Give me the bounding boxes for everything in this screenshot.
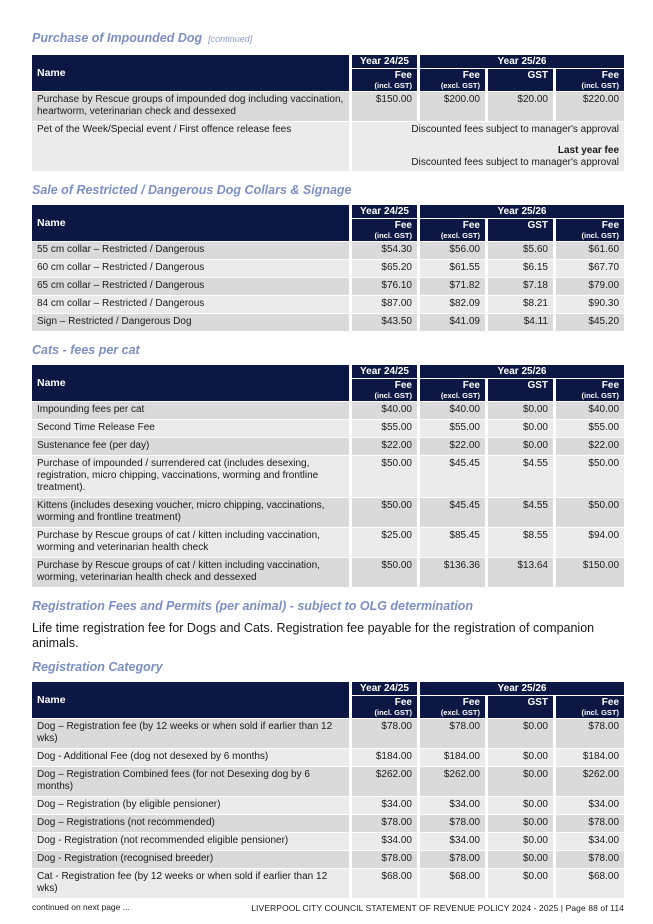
cell-fee-incl: $78.00 bbox=[556, 718, 624, 748]
cell-fee-excl: $55.00 bbox=[420, 419, 488, 437]
col-header-fee-prev-incl bbox=[352, 219, 420, 241]
cell-fee-incl: $50.00 bbox=[556, 497, 624, 527]
cell-name: Purchase by Rescue groups of impounded dog including vaccination, heartworm, veterinarian check and dessexed bbox=[32, 91, 352, 121]
col-header-year-cur: Year 25/26 bbox=[420, 365, 624, 379]
table-row bbox=[32, 295, 624, 313]
cell-name: Kittens (includes desexing voucher, micro chipping, vaccinations, worming and frontline treatment) bbox=[32, 497, 352, 527]
cell-name: Sign – Restricted / Dangerous Dog bbox=[32, 313, 352, 331]
col-header-gst: GST bbox=[488, 219, 556, 241]
cell-fee-excl: $34.00 bbox=[420, 832, 488, 850]
cell-fee-excl: $85.45 bbox=[420, 527, 488, 557]
gst-note: (incl. GST) bbox=[374, 231, 412, 240]
fee-label: Fee bbox=[462, 220, 480, 231]
cell-fee-excl: $136.36 bbox=[420, 557, 488, 587]
fee-label: Fee bbox=[601, 697, 620, 708]
table-row bbox=[32, 241, 624, 259]
cell-fee-prev: $150.00 bbox=[352, 91, 420, 121]
table-row bbox=[32, 401, 624, 419]
col-header-year-prev: Year 24/25 bbox=[352, 205, 420, 219]
fee-label: Fee bbox=[394, 70, 412, 81]
cell-fee-incl: $61.60 bbox=[556, 241, 624, 259]
cell-discount-note bbox=[352, 121, 624, 171]
table-row bbox=[32, 557, 624, 587]
col-header-fee-incl bbox=[556, 69, 624, 91]
col-header-fee-prev-incl bbox=[352, 69, 420, 91]
table-row bbox=[32, 527, 624, 557]
col-header-fee-excl bbox=[420, 69, 488, 91]
table-row bbox=[32, 277, 624, 295]
col-header-fee-incl bbox=[556, 696, 624, 718]
cell-gst: $0.00 bbox=[488, 718, 556, 748]
col-header-year-prev: Year 24/25 bbox=[352, 365, 420, 379]
cell-fee-incl: $90.30 bbox=[556, 295, 624, 313]
cell-fee-incl: $150.00 bbox=[556, 557, 624, 587]
cell-name: 84 cm collar – Restricted / Dangerous bbox=[32, 295, 352, 313]
col-header-gst: GST bbox=[488, 69, 556, 91]
cell-name: Purchase by Rescue groups of cat / kitten including vaccination, worming and veterinarian health check bbox=[32, 527, 352, 557]
registration-intro: Life time registration fee for Dogs and Cats. Registration fee payable for the registration of companion animals. bbox=[32, 621, 595, 650]
col-header-fee-prev-incl bbox=[352, 379, 420, 401]
col-header-fee-excl bbox=[420, 219, 488, 241]
page-content bbox=[32, 0, 624, 898]
table-header bbox=[32, 682, 624, 718]
col-header-year-cur: Year 25/26 bbox=[420, 55, 624, 69]
section-title-cats: Cats - fees per cat bbox=[32, 343, 140, 357]
cell-gst: $8.55 bbox=[488, 527, 556, 557]
cell-fee-prev: $76.10 bbox=[352, 277, 420, 295]
cell-name: Dog - Additional Fee (dog not desexed by 6 months) bbox=[32, 748, 352, 766]
cell-fee-incl: $184.00 bbox=[556, 748, 624, 766]
table-row bbox=[32, 766, 624, 796]
cell-fee-prev: $43.50 bbox=[352, 313, 420, 331]
cell-fee-excl: $45.45 bbox=[420, 497, 488, 527]
fee-label: Fee bbox=[601, 380, 620, 391]
gst-note: (excl. GST) bbox=[440, 708, 480, 717]
cell-fee-incl: $78.00 bbox=[556, 850, 624, 868]
cell-fee-prev: $87.00 bbox=[352, 295, 420, 313]
cell-fee-excl: $71.82 bbox=[420, 277, 488, 295]
fee-label: Fee bbox=[462, 380, 480, 391]
footer-page-info: LIVERPOOL CITY COUNCIL STATEMENT OF REVENUE POLICY 2024 - 2025 | Page 88 of 114 bbox=[251, 903, 624, 913]
table-row bbox=[32, 868, 624, 898]
fee-label: Fee bbox=[601, 70, 620, 81]
cell-name: Second Time Release Fee bbox=[32, 419, 352, 437]
table-row bbox=[32, 748, 624, 766]
cell-fee-prev: $78.00 bbox=[352, 814, 420, 832]
cell-fee-prev: $55.00 bbox=[352, 419, 420, 437]
col-header-gst: GST bbox=[488, 696, 556, 718]
table-header bbox=[32, 55, 624, 91]
table-collars bbox=[32, 205, 624, 331]
col-header-year-prev: Year 24/25 bbox=[352, 55, 420, 69]
gst-note: (incl. GST) bbox=[581, 81, 620, 90]
col-header-gst: GST bbox=[488, 379, 556, 401]
fee-label: Fee bbox=[394, 697, 412, 708]
fee-label: Fee bbox=[462, 70, 480, 81]
gst-note: (excl. GST) bbox=[440, 231, 480, 240]
cell-gst: $0.00 bbox=[488, 419, 556, 437]
table-row bbox=[32, 718, 624, 748]
fee-label: Fee bbox=[601, 220, 620, 231]
discount-note: Discounted fees subject to manager's approval bbox=[411, 124, 620, 135]
cell-gst: $0.00 bbox=[488, 850, 556, 868]
cell-fee-excl: $45.45 bbox=[420, 455, 488, 497]
cell-fee-incl: $40.00 bbox=[556, 401, 624, 419]
col-header-fee-excl bbox=[420, 696, 488, 718]
cell-fee-prev: $262.00 bbox=[352, 766, 420, 796]
cell-name: Purchase of impounded / surrendered cat (includes desexing, registration, micro chipping, vaccinations, worming and frontline treatment). bbox=[32, 455, 352, 497]
cell-fee-prev: $50.00 bbox=[352, 497, 420, 527]
cell-fee-excl: $78.00 bbox=[420, 814, 488, 832]
cell-gst: $6.15 bbox=[488, 259, 556, 277]
gst-note: (excl. GST) bbox=[440, 391, 480, 400]
cell-fee-incl: $22.00 bbox=[556, 437, 624, 455]
cell-fee-excl: $78.00 bbox=[420, 850, 488, 868]
cell-fee-prev: $65.20 bbox=[352, 259, 420, 277]
cell-fee-excl: $40.00 bbox=[420, 401, 488, 419]
cell-name: 65 cm collar – Restricted / Dangerous bbox=[32, 277, 352, 295]
col-header-year-cur: Year 25/26 bbox=[420, 205, 624, 219]
cell-gst: $4.55 bbox=[488, 497, 556, 527]
footer-continued: continued on next page ... bbox=[32, 902, 130, 912]
fee-label: Fee bbox=[462, 697, 480, 708]
cell-gst: $13.64 bbox=[488, 557, 556, 587]
cell-fee-incl: $45.20 bbox=[556, 313, 624, 331]
cell-name: 55 cm collar – Restricted / Dangerous bbox=[32, 241, 352, 259]
cell-fee-excl: $82.09 bbox=[420, 295, 488, 313]
cell-name: Purchase by Rescue groups of cat / kitten including vaccination, worming, veterinarian health check and dessexed bbox=[32, 557, 352, 587]
table-row bbox=[32, 814, 624, 832]
cell-fee-excl: $200.00 bbox=[420, 91, 488, 121]
section-title-impounded bbox=[32, 31, 624, 47]
table-row bbox=[32, 455, 624, 497]
cell-fee-prev: $54.30 bbox=[352, 241, 420, 259]
col-header-fee-incl bbox=[556, 379, 624, 401]
cell-fee-excl: $262.00 bbox=[420, 766, 488, 796]
col-header-fee-incl bbox=[556, 219, 624, 241]
cell-fee-incl: $220.00 bbox=[556, 91, 624, 121]
cell-fee-excl: $22.00 bbox=[420, 437, 488, 455]
cell-fee-excl: $41.09 bbox=[420, 313, 488, 331]
cell-fee-prev: $68.00 bbox=[352, 868, 420, 898]
cell-fee-excl: $61.55 bbox=[420, 259, 488, 277]
cell-gst: $4.11 bbox=[488, 313, 556, 331]
cell-gst: $0.00 bbox=[488, 832, 556, 850]
cell-fee-prev: $22.00 bbox=[352, 437, 420, 455]
discount-note-last-year: Discounted fees subject to manager's approval bbox=[411, 157, 620, 168]
gst-note: (incl. GST) bbox=[374, 708, 412, 717]
cell-fee-incl: $68.00 bbox=[556, 868, 624, 898]
cell-fee-prev: $40.00 bbox=[352, 401, 420, 419]
gst-note: (incl. GST) bbox=[581, 391, 620, 400]
gst-note: (incl. GST) bbox=[581, 231, 620, 240]
table-row bbox=[32, 437, 624, 455]
cell-name: Dog - Registration (recognised breeder) bbox=[32, 850, 352, 868]
table-row bbox=[32, 832, 624, 850]
cell-name: Dog – Registration fee (by 12 weeks or when sold if earlier than 12 wks) bbox=[32, 718, 352, 748]
table-header bbox=[32, 205, 624, 241]
cell-fee-incl: $67.70 bbox=[556, 259, 624, 277]
col-header-name: Name bbox=[32, 205, 352, 241]
col-header-name: Name bbox=[32, 55, 352, 91]
col-header-name: Name bbox=[32, 365, 352, 401]
table-row bbox=[32, 313, 624, 331]
table-row bbox=[32, 259, 624, 277]
cell-gst: $4.55 bbox=[488, 455, 556, 497]
section-title-registration-category: Registration Category bbox=[32, 660, 163, 674]
cell-fee-incl: $78.00 bbox=[556, 814, 624, 832]
cell-name: Dog - Registration (not recommended eligible pensioner) bbox=[32, 832, 352, 850]
cell-gst: $5.60 bbox=[488, 241, 556, 259]
last-year-label: Last year fee bbox=[557, 145, 620, 156]
cell-fee-incl: $79.00 bbox=[556, 277, 624, 295]
table-row-special bbox=[32, 121, 624, 171]
cell-name: 60 cm collar – Restricted / Dangerous bbox=[32, 259, 352, 277]
cell-name: Impounding fees per cat bbox=[32, 401, 352, 419]
cell-gst: $0.00 bbox=[488, 437, 556, 455]
cell-fee-incl: $55.00 bbox=[556, 419, 624, 437]
cell-fee-incl: $34.00 bbox=[556, 796, 624, 814]
cell-fee-excl: $34.00 bbox=[420, 796, 488, 814]
col-header-name: Name bbox=[32, 682, 352, 718]
table-registration bbox=[32, 682, 624, 898]
cell-gst: $0.00 bbox=[488, 401, 556, 419]
table-row bbox=[32, 91, 624, 121]
table-row bbox=[32, 796, 624, 814]
fee-label: Fee bbox=[394, 220, 412, 231]
cell-fee-prev: $34.00 bbox=[352, 832, 420, 850]
gst-note: (incl. GST) bbox=[581, 708, 620, 717]
table-row bbox=[32, 850, 624, 868]
cell-fee-prev: $25.00 bbox=[352, 527, 420, 557]
cell-gst: $0.00 bbox=[488, 766, 556, 796]
col-header-fee-prev-incl bbox=[352, 696, 420, 718]
section-title-text: Purchase of Impounded Dog bbox=[32, 31, 203, 45]
cell-fee-incl: $50.00 bbox=[556, 455, 624, 497]
cell-gst: $7.18 bbox=[488, 277, 556, 295]
section-title-registration: Registration Fees and Permits (per animal) - subject to OLG determination bbox=[32, 599, 474, 613]
cell-fee-prev: $78.00 bbox=[352, 850, 420, 868]
cell-name: Pet of the Week/Special event / First offence release fees bbox=[32, 121, 352, 171]
cell-fee-prev: $50.00 bbox=[352, 557, 420, 587]
gst-note: (excl. GST) bbox=[440, 81, 480, 90]
cell-name: Dog – Registrations (not recommended) bbox=[32, 814, 352, 832]
cell-fee-incl: $34.00 bbox=[556, 832, 624, 850]
cell-fee-prev: $34.00 bbox=[352, 796, 420, 814]
gst-note: (incl. GST) bbox=[374, 391, 412, 400]
table-row bbox=[32, 497, 624, 527]
section-title-collars: Sale of Restricted / Dangerous Dog Collars & Signage bbox=[32, 183, 352, 197]
table-header bbox=[32, 365, 624, 401]
cell-gst: $0.00 bbox=[488, 748, 556, 766]
cell-name: Dog – Registration (by eligible pensioner) bbox=[32, 796, 352, 814]
cell-fee-excl: $78.00 bbox=[420, 718, 488, 748]
cell-gst: $0.00 bbox=[488, 796, 556, 814]
table-row bbox=[32, 419, 624, 437]
cell-fee-incl: $262.00 bbox=[556, 766, 624, 796]
col-header-year-cur: Year 25/26 bbox=[420, 682, 624, 696]
cell-fee-prev: $50.00 bbox=[352, 455, 420, 497]
cell-gst: $20.00 bbox=[488, 91, 556, 121]
cell-fee-prev: $78.00 bbox=[352, 718, 420, 748]
cell-name: Dog – Registration Combined fees (for not Desexing dog by 6 months) bbox=[32, 766, 352, 796]
cell-fee-incl: $94.00 bbox=[556, 527, 624, 557]
cell-name: Sustenance fee (per day) bbox=[32, 437, 352, 455]
continued-label: [continued] bbox=[208, 34, 253, 44]
cell-gst: $8.21 bbox=[488, 295, 556, 313]
col-header-year-prev: Year 24/25 bbox=[352, 682, 420, 696]
table-impounded bbox=[32, 55, 624, 171]
cell-fee-excl: $68.00 bbox=[420, 868, 488, 898]
col-header-fee-excl bbox=[420, 379, 488, 401]
fee-label: Fee bbox=[394, 380, 412, 391]
cell-name: Cat - Registration fee (by 12 weeks or when sold if earlier than 12 wks) bbox=[32, 868, 352, 898]
cell-fee-prev: $184.00 bbox=[352, 748, 420, 766]
cell-fee-excl: $184.00 bbox=[420, 748, 488, 766]
cell-gst: $0.00 bbox=[488, 868, 556, 898]
cell-gst: $0.00 bbox=[488, 814, 556, 832]
cell-fee-excl: $56.00 bbox=[420, 241, 488, 259]
table-cats bbox=[32, 365, 624, 587]
gst-note: (incl. GST) bbox=[374, 81, 412, 90]
